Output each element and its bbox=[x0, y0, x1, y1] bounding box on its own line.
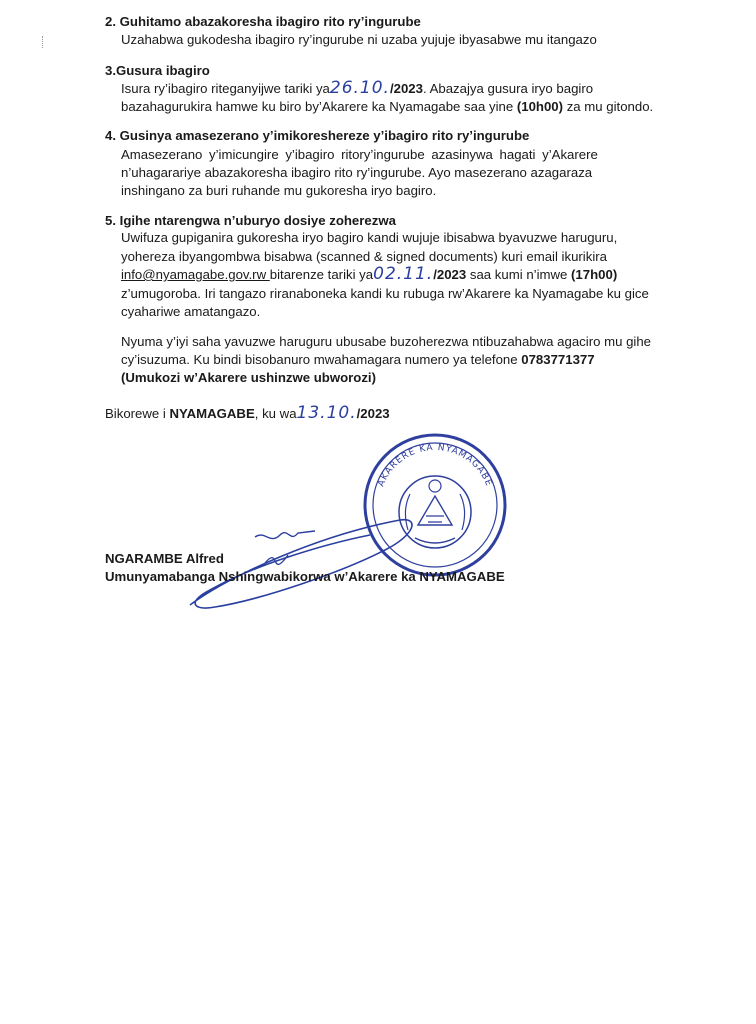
section-5-line-5: cyahariwe amatangazo. bbox=[121, 304, 261, 319]
section-5-line-4: z’umugoroba. Iri tangazo riranaboneka kandi ku rubuga rw’Akarere ka Nyamagabe ku gice bbox=[121, 286, 649, 301]
section-5-line-2: yohereza ibyangombwa bisabwa (scanned & signed documents) kuri email ikurikira bbox=[121, 249, 607, 264]
email-link[interactable]: info@nyamagabe.gov.rw bbox=[121, 267, 270, 282]
signatory-name: NGARAMBE Alfred bbox=[105, 551, 224, 566]
section-2-text: Uzahabwa gukodesha ibagiro ry’ingurube ni uzaba yujuje ibyasabwe mu itangazo bbox=[121, 32, 597, 47]
section-5-title: 5. Igihe ntarengwa n’uburyo dosiye zoherezwa bbox=[105, 213, 396, 228]
issued-line: Bikorewe i NYAMAGABE, ku wa13.10./2023 bbox=[105, 403, 390, 423]
signatory-title: Umunyamabanga Nshingwabikorwa w’Akarere ka NYAMAGABE bbox=[105, 569, 505, 584]
section-5-line-1: Uwifuza gupiganira gukoresha iryo bagiro kandi wujuje ibisabwa byavuzwe haruguru, bbox=[121, 230, 618, 245]
section-3-line-1: Isura ry’ibagiro riteganyijwe tariki ya26.10./2023. Abazajya gusura iryo bagiro bbox=[121, 78, 594, 98]
section-2-title: 2. Guhitamo abazakoresha ibagiro rito ry’ingurube bbox=[105, 14, 421, 29]
handwritten-date: 26.10. bbox=[329, 78, 390, 98]
section-4-line-2: n’uhagarariye abazakoresha ibagiro rito ry’ingurube. Ayo masezerano azagaraza bbox=[121, 165, 593, 180]
section-4-line-3: inshingano za buri ruhande mu gukoresha iryo bagiro. bbox=[121, 183, 437, 198]
handwritten-date: 13.10. bbox=[296, 403, 357, 423]
closing-line-2: cy’isuzuma. Ku bindi bisobanuro mwahamagara numero ya telefone 0783771377 bbox=[121, 352, 595, 367]
section-4-title: 4. Gusinya amasezerano y’imikoreshereze y’ibagiro rito ry’ingurube bbox=[105, 128, 530, 143]
section-3-line-2: bazahagurukira hamwe ku biro by’Akarere ka Nyamagabe saa yine (10h00) za mu gitondo. bbox=[121, 99, 654, 114]
section-5-line-3: info@nyamagabe.gov.rw bitarenze tariki ya02.11./2023 saa kumi n’imwe (17h00) bbox=[121, 264, 618, 284]
phone-number: 0783771377 bbox=[521, 352, 595, 367]
svg-text:AKARERE KA NYAMAGABE: AKARERE KA NYAMAGABE bbox=[376, 442, 494, 489]
closing-line-1: Nyuma y’iyi saha yavuzwe haruguru ubusabe buzoherezwa ntibuzahabwa agaciro mu gihe bbox=[121, 334, 652, 349]
closing-line-3: (Umukozi w’Akarere ushinzwe ubworozi) bbox=[121, 370, 376, 385]
section-4-line-1: Amasezerano y’imicungire y’ibagiro ritory’ingurube azasinywa hagati y’Akarere bbox=[121, 147, 598, 162]
handwritten-date: 02.11. bbox=[373, 264, 434, 284]
margin-mark bbox=[42, 36, 45, 48]
section-3-title: 3.Gusura ibagiro bbox=[105, 63, 210, 78]
